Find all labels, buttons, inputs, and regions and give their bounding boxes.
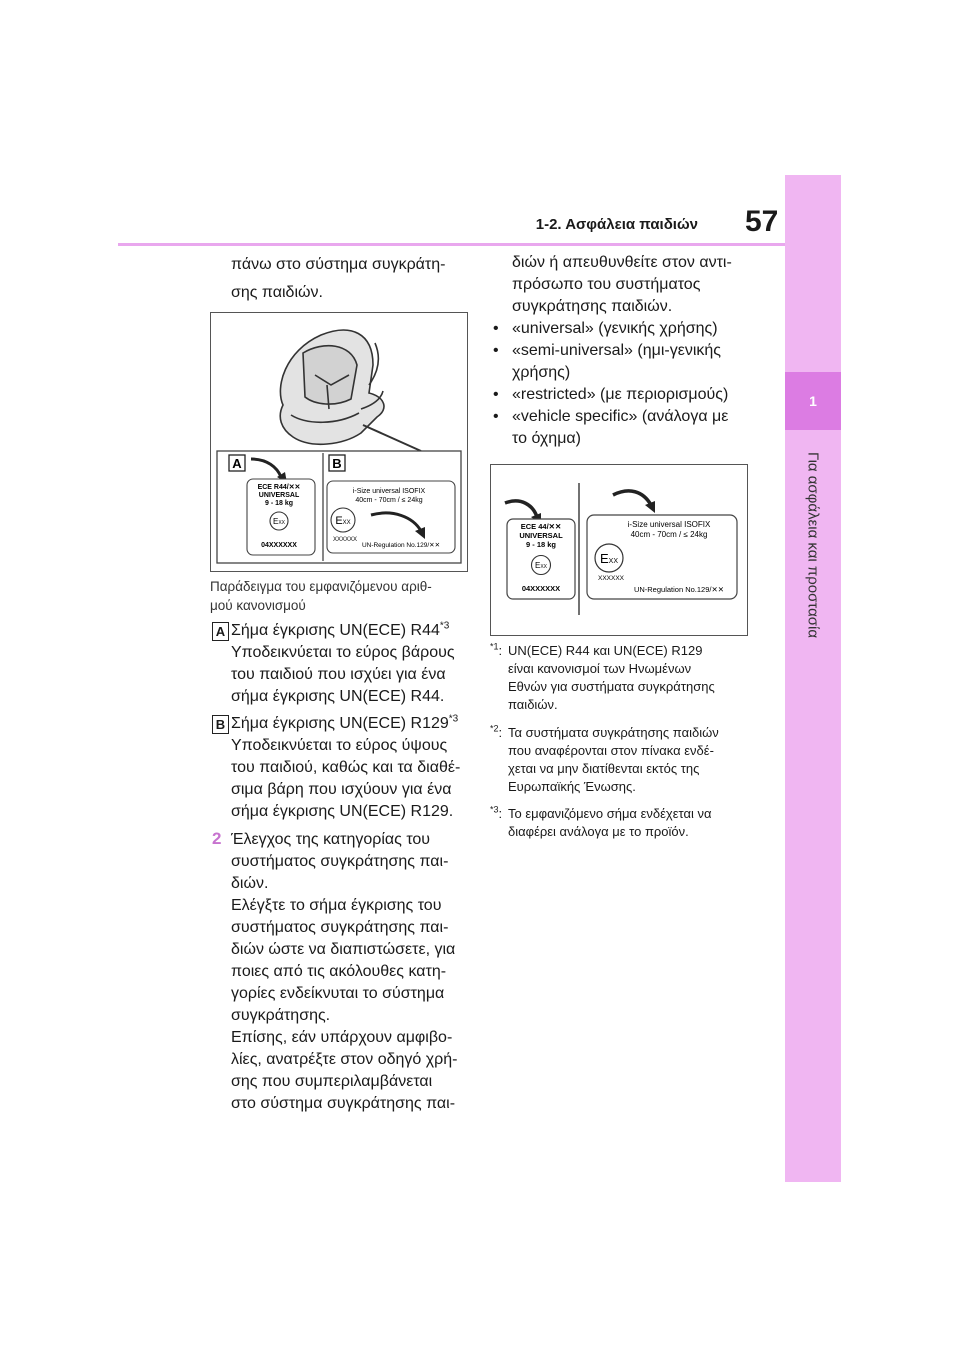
svg-text:9 - 18 kg: 9 - 18 kg [264, 500, 294, 507]
figure-caption [210, 577, 475, 615]
intro-text [231, 254, 481, 304]
item-b-line: σήμα έγκρισης UN(ECE) R129. [231, 803, 454, 820]
footnote-1: $^{*1}$: UN(ECE) R44 και UN(ECE) R129 είναι κανονισμοί των Ηνωμένων Εθνών για συστήματα συγκράτησης παιδιών. [490, 641, 715, 712]
svg-text:40cm - 70cm / ≤ 24kg: 40cm - 70cm / ≤ 24kg [630, 530, 708, 539]
chapter-title: Για ασφάλεια και προστασία [804, 451, 822, 639]
list-item: • «universal» (γενικής χρήσης) [490, 318, 775, 340]
svg-text:UNIVERSAL: UNIVERSAL [258, 492, 300, 499]
svg-text:XXXXXX: XXXXXX [597, 575, 625, 582]
svg-text:i-Size universal ISOFIX: i-Size universal ISOFIX [352, 488, 426, 495]
continuation-line: πρόσωπο του συστήματος [512, 276, 701, 293]
step-line: στο σύστημα συγκράτησης παι- [231, 1095, 456, 1112]
item-b-label: B [212, 715, 229, 734]
continuation-text [512, 252, 772, 318]
arrow-icon [613, 491, 651, 505]
item-a-label: A [212, 622, 229, 641]
step-line: διών ώστε να διαπιστώσετε, για [231, 941, 456, 958]
continuation-line: διών ή απευθυνθείτε στον αντι- [512, 254, 732, 271]
step-line: Ελέγξτε το σήμα έγκρισης του [231, 897, 442, 914]
svg-text:EXX: EXX [335, 515, 351, 527]
item-b-line: του παιδιού, καθώς και τα διαθέ- [231, 759, 461, 776]
svg-text:ECE R44/✕✕: ECE R44/✕✕ [257, 484, 301, 491]
item-a-line: Υποδεικνύεται το εύρος βάρους [231, 644, 455, 661]
intro-line: σης παιδιών. [231, 284, 323, 301]
chapter-number-tab[interactable]: 1 [785, 372, 841, 430]
step-line: λίες, ανατρέξτε στον οδηγό χρή- [231, 1051, 458, 1068]
intro-line: πάνω στο σύστημα συγκράτη- [231, 256, 446, 273]
svg-text:9 - 18 kg: 9 - 18 kg [525, 540, 557, 549]
marker-a: A [232, 456, 242, 471]
step-line: συστήματος συγκράτησης παι- [231, 919, 449, 936]
page-number: 57 [745, 205, 779, 238]
child-seat-illustration [211, 313, 467, 571]
list-item: • «restricted» (με περιορισμούς) [490, 384, 775, 406]
footnote-3: $^{*3}$: Το εμφανιζόμενο σήμα ενδέχεται να διαφέρει ανάλογα με το προϊόν. [490, 804, 712, 839]
section-title: 1-2. Ασφάλεια παιδιών [535, 216, 698, 233]
list-item: • «semi-universal» (ημι-γενικής χρήσης) [490, 340, 775, 384]
step-line: Επίσης, εάν υπάρχουν αμφιβο- [231, 1029, 453, 1046]
svg-text:UN-Regulation No.129/✕✕: UN-Regulation No.129/✕✕ [633, 585, 725, 594]
child-seat-figure [210, 312, 468, 572]
step-line: γορίες ενδείκνυται το σύστημα [231, 985, 445, 1002]
approval-labels-figure [490, 464, 748, 636]
svg-text:ECE 44/✕✕: ECE 44/✕✕ [520, 522, 562, 531]
item-a [231, 620, 481, 708]
svg-text:XXXXXX: XXXXXX [332, 537, 358, 543]
step-2-text [231, 829, 481, 1115]
step-line: συστήματος συγκράτησης παι- [231, 853, 449, 870]
caption-line: Παράδειγμα του εμφανιζόμενου αριθ- [210, 579, 432, 594]
svg-text:EXX: EXX [272, 517, 286, 526]
item-a-line: του παιδιού που ισχύει για ένα [231, 666, 446, 683]
step-line: σης που συμπεριλαμβάνεται [231, 1073, 433, 1090]
svg-text:04XXXXXX: 04XXXXXX [521, 584, 561, 593]
leader-line [363, 425, 421, 451]
continuation-line: συγκράτησης παιδιών. [512, 298, 673, 315]
arrow-icon [505, 501, 537, 517]
step-line: ποιες από τις ακόλουθες κατη- [231, 963, 447, 980]
item-b-title: Σήμα έγκρισης UN(ECE) R129$^{*3}$ [231, 713, 459, 732]
step-number: 2 [212, 829, 222, 848]
svg-text:EXX: EXX [599, 551, 619, 566]
marker-b: B [332, 456, 342, 471]
step-line: Έλεγχος της κατηγορίας του [231, 831, 431, 848]
chapter-sidebar [785, 175, 841, 1182]
approval-labels-illustration [491, 465, 747, 635]
svg-text:EXX: EXX [534, 561, 548, 570]
caption-line: μού κανονισμού [210, 598, 306, 613]
item-a-line: σήμα έγκρισης UN(ECE) R44. [231, 688, 445, 705]
footnote-2: $^{*2}$: Τα συστήματα συγκράτησης παιδιών που αναφέρονται στον πίνακα ενδέ- χεται να μην διατίθενται εκτός της Ευρωπαϊκής Ένωσης. [490, 723, 719, 794]
step-line: συγκράτησης. [231, 1007, 331, 1024]
list-item: • «vehicle specific» (ανάλογα με το όχημα) [490, 406, 775, 450]
svg-text:UNIVERSAL: UNIVERSAL [519, 531, 563, 540]
category-list [490, 318, 775, 450]
item-b-line: Υποδεικνύεται το εύρος ύψους [231, 737, 448, 754]
step-line: διών. [231, 875, 269, 892]
item-a-title: Σήμα έγκρισης UN(ECE) R44$^{*3}$ [231, 620, 450, 639]
header-rule [118, 243, 785, 246]
item-b-line: σιμα βάρη που ισχύουν για ένα [231, 781, 452, 798]
item-b [231, 713, 481, 823]
svg-text:i-Size universal ISOFIX: i-Size universal ISOFIX [627, 520, 711, 529]
svg-text:04XXXXXX: 04XXXXXX [261, 542, 297, 549]
svg-text:UN-Regulation No.129/✕✕: UN-Regulation No.129/✕✕ [361, 542, 441, 549]
svg-text:40cm - 70cm / ≤ 24kg: 40cm - 70cm / ≤ 24kg [355, 497, 423, 504]
